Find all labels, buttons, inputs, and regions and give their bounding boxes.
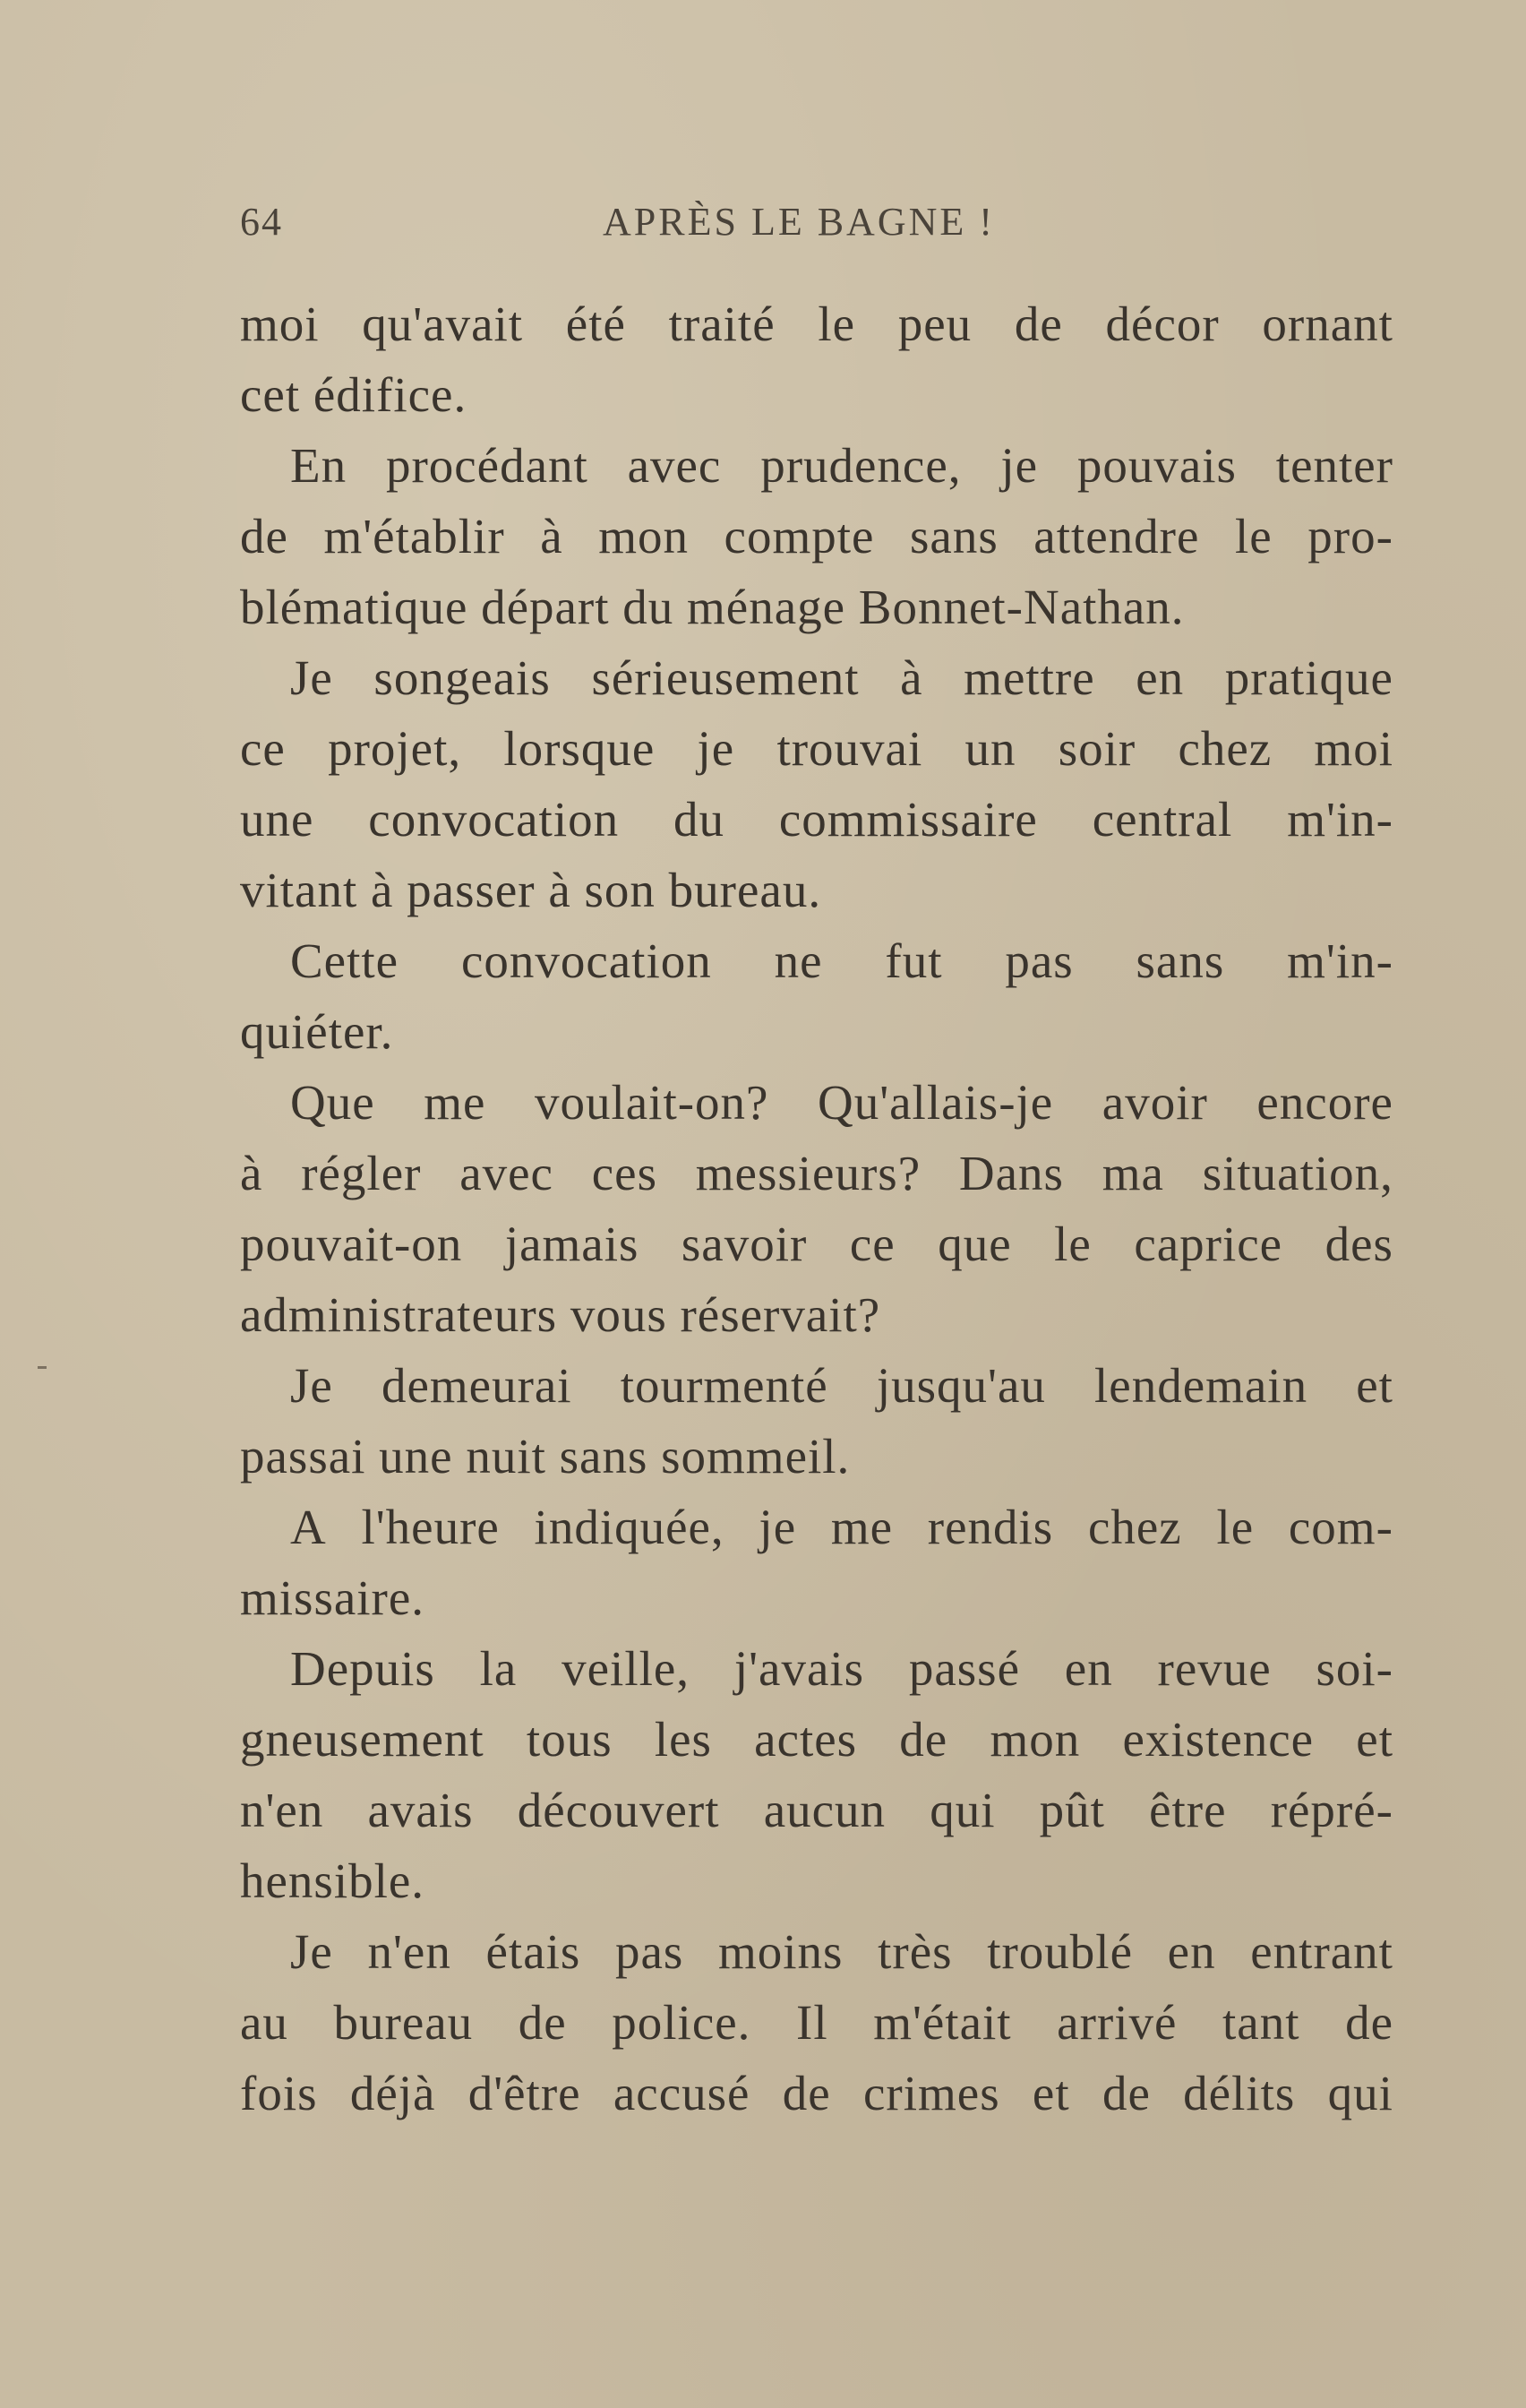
word: indiquée,: [534, 1500, 724, 1554]
word: mon: [598, 509, 689, 563]
word: la: [479, 1641, 518, 1696]
text-line: [240, 2058, 1393, 2128]
text-line: [240, 288, 1393, 359]
word: tous: [526, 1712, 613, 1767]
word: compte: [724, 509, 875, 563]
word: un: [964, 721, 1016, 776]
word: Cette: [290, 933, 399, 988]
word: le: [1054, 1217, 1092, 1271]
word: entrant: [1250, 1924, 1393, 1979]
word: peu: [897, 297, 973, 351]
word: m'in-: [1287, 792, 1393, 847]
word: Je: [290, 1924, 333, 1979]
word: régler: [301, 1146, 422, 1200]
word: de: [518, 1995, 567, 2050]
word: été: [565, 297, 626, 351]
word: crimes: [863, 2066, 1000, 2120]
word: déjà: [349, 2066, 436, 2120]
word: de: [899, 1712, 948, 1767]
word: moi: [1314, 721, 1393, 776]
word: central: [1092, 792, 1233, 847]
word: savoir: [681, 1217, 808, 1271]
word: pratique: [1224, 650, 1393, 705]
word: avec: [627, 438, 722, 493]
word: m'établir: [323, 509, 505, 563]
word: de: [240, 509, 288, 563]
text-line: [240, 1633, 1393, 1704]
word: rendis: [927, 1500, 1054, 1554]
page-header: [240, 199, 1028, 253]
word: tenter: [1275, 438, 1393, 493]
running-title: APRÈS LE BAGNE !: [603, 200, 995, 244]
word: mon: [990, 1712, 1081, 1767]
word: je: [1000, 438, 1039, 493]
word: sans: [1136, 933, 1225, 988]
word: lendemain: [1094, 1358, 1308, 1413]
word: n'en: [240, 1783, 324, 1837]
word: le: [818, 297, 856, 351]
word: lorsque: [503, 721, 656, 776]
word: Depuis: [290, 1641, 435, 1696]
text-line: blématique départ du ménage Bonnet-Nathan.: [240, 580, 1185, 634]
text-line: passai une nuit sans sommeil.: [240, 1429, 851, 1484]
word: fois: [240, 2066, 318, 2120]
word: ces: [591, 1146, 657, 1200]
word: et: [1356, 1358, 1393, 1413]
word: commissaire: [778, 792, 1038, 847]
text-line: vitant à passer à son bureau.: [240, 863, 822, 917]
word: d'être: [467, 2066, 581, 2120]
text-line: [240, 501, 1393, 572]
word: En: [290, 438, 347, 493]
word: trouvai: [776, 721, 923, 776]
text-line: [240, 430, 1393, 501]
word: veille,: [562, 1641, 690, 1696]
word: à: [540, 509, 563, 563]
word: convocation: [368, 792, 620, 847]
word: Qu'allais-je: [818, 1075, 1054, 1130]
word: m'in-: [1287, 933, 1393, 988]
text-line: [240, 1208, 1393, 1279]
word: songeais: [373, 650, 551, 705]
word: revue: [1157, 1641, 1272, 1696]
word: ce: [240, 721, 286, 776]
word: et: [1356, 1712, 1393, 1767]
text-line: [240, 1350, 1393, 1421]
word: pas: [1005, 933, 1074, 988]
text-line: administrateurs vous réservait?: [240, 1287, 881, 1342]
word: A: [290, 1500, 327, 1554]
word: ne: [774, 933, 823, 988]
word: décor: [1105, 297, 1220, 351]
text-line: [240, 784, 1393, 855]
word: répré-: [1270, 1783, 1393, 1837]
word: avec: [459, 1146, 553, 1200]
word: messieurs?: [695, 1146, 922, 1200]
text-line: [240, 1916, 1393, 1987]
text-line: [240, 1067, 1393, 1138]
word: pouvais: [1076, 438, 1237, 493]
text-line: [240, 1987, 1393, 2058]
word: découvert: [517, 1783, 720, 1837]
word: qu'avait: [362, 297, 524, 351]
word: soi-: [1316, 1641, 1393, 1696]
word: ma: [1102, 1146, 1164, 1200]
word: mettre: [964, 650, 1095, 705]
text-line: cet édifice.: [240, 367, 467, 422]
word: projet,: [328, 721, 462, 776]
word: avoir: [1102, 1075, 1208, 1130]
word: je: [697, 721, 735, 776]
word: chez: [1087, 1500, 1182, 1554]
word: bureau: [333, 1995, 474, 2050]
word: des: [1325, 1217, 1393, 1271]
word: aucun: [763, 1783, 887, 1837]
text-line: [240, 1138, 1393, 1208]
word: procédant: [385, 438, 588, 493]
word: au: [240, 1995, 288, 2050]
word: je: [759, 1500, 797, 1554]
text-line: [240, 1492, 1393, 1562]
word: moins: [717, 1924, 844, 1979]
text-line: [240, 642, 1393, 713]
word: à: [240, 1146, 263, 1200]
word: Il: [796, 1995, 828, 2050]
word: attendre: [1033, 509, 1200, 563]
word: de: [1345, 1995, 1393, 2050]
word: à: [900, 650, 923, 705]
word: traité: [668, 297, 776, 351]
word: police.: [612, 1995, 751, 2050]
word: une: [240, 792, 314, 847]
word: caprice: [1134, 1217, 1283, 1271]
word: Je: [290, 650, 333, 705]
word: être: [1149, 1783, 1227, 1837]
text-line: [240, 925, 1393, 996]
word: encore: [1256, 1075, 1393, 1130]
word: délits: [1183, 2066, 1296, 2120]
word: tourmenté: [620, 1358, 828, 1413]
word: soir: [1058, 721, 1136, 776]
word: que: [938, 1217, 1012, 1271]
word: gneusement: [240, 1712, 484, 1767]
word: avais: [367, 1783, 474, 1837]
margin-speck: [38, 1366, 47, 1369]
word: sérieusement: [591, 650, 860, 705]
word: situation,: [1202, 1146, 1393, 1200]
word: com-: [1288, 1500, 1393, 1554]
word: Dans: [958, 1146, 1064, 1200]
word: pro-: [1307, 509, 1393, 563]
word: étais: [485, 1924, 581, 1979]
word: me: [424, 1075, 486, 1130]
word: qui: [930, 1783, 996, 1837]
word: pût: [1039, 1783, 1105, 1837]
word: ce: [849, 1217, 896, 1271]
word: convocation: [460, 933, 712, 988]
word: pas: [614, 1924, 684, 1979]
word: passé: [908, 1641, 1020, 1696]
word: Je: [290, 1358, 333, 1413]
word: troublé: [987, 1924, 1133, 1979]
word: tant: [1222, 1995, 1300, 2050]
word: de: [782, 2066, 831, 2120]
word: jamais: [504, 1217, 639, 1271]
word: l'heure: [361, 1500, 500, 1554]
text-line: quiéter.: [240, 1004, 394, 1059]
word: les: [654, 1712, 712, 1767]
word: le: [1216, 1500, 1255, 1554]
word: j'avais: [733, 1641, 865, 1696]
word: actes: [754, 1712, 858, 1767]
word: de: [1014, 297, 1063, 351]
word: qui: [1327, 2066, 1393, 2120]
word: jusqu'au: [876, 1358, 1046, 1413]
word: prudence,: [760, 438, 962, 493]
word: fut: [885, 933, 943, 988]
page-number: 64: [240, 200, 283, 244]
text-line: [240, 1704, 1393, 1775]
word: me: [830, 1500, 894, 1554]
text-line: hensible.: [240, 1853, 425, 1908]
body-text: [240, 288, 1393, 2128]
text-line: missaire.: [240, 1570, 425, 1625]
word: le: [1234, 509, 1273, 563]
word: chez: [1178, 721, 1273, 776]
word: accusé: [613, 2066, 750, 2120]
word: pouvait-on: [240, 1217, 463, 1271]
word: sans: [910, 509, 999, 563]
word: ornant: [1262, 297, 1393, 351]
word: en: [1064, 1641, 1113, 1696]
word: très: [878, 1924, 953, 1979]
word: du: [673, 792, 724, 847]
word: moi: [240, 297, 320, 351]
text-line: [240, 1775, 1393, 1845]
word: et: [1032, 2066, 1070, 2120]
word: en: [1136, 650, 1185, 705]
text-line: [240, 713, 1393, 784]
word: arrivé: [1057, 1995, 1178, 2050]
word: Que: [290, 1075, 375, 1130]
word: m'était: [873, 1995, 1012, 2050]
word: de: [1102, 2066, 1151, 2120]
word: existence: [1122, 1712, 1315, 1767]
word: n'en: [367, 1924, 451, 1979]
word: voulait-on?: [534, 1075, 769, 1130]
word: demeurai: [381, 1358, 572, 1413]
word: en: [1167, 1924, 1216, 1979]
